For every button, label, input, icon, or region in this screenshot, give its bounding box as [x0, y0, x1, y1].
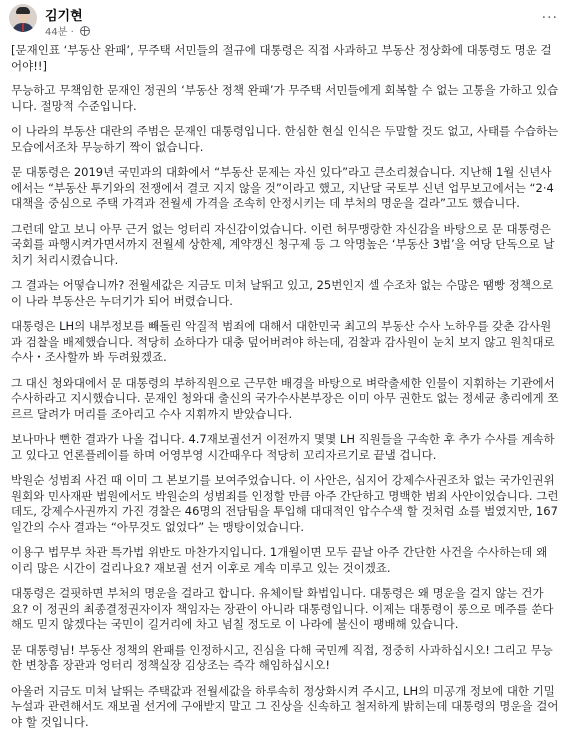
post-paragraph: 이용구 법무부 차관 특가법 위반도 마찬가지입니다. 1개월이면 모두 끝날 아주 간단한 사건을 수사하는데 왜 이리 많은 시간이 걸리나요? 재보궐 선거 이후로 계속 미루고 있는 것이겠죠.	[11, 545, 548, 575]
post-header	[0, 0, 572, 40]
more-options-icon[interactable]: ···	[541, 10, 558, 26]
post-paragraph: 그 결과는 어떻습니까? 전월세값은 지금도 미쳐 날뛰고 있고, 25번인지 셀 수조차 없는 수많은 땜빵 정책으로 이 나라 부동산은 누더기가 되어 버렸습니다.	[11, 278, 554, 308]
globe-icon[interactable]	[80, 26, 90, 36]
post-body	[0, 40, 572, 730]
post-paragraph: 그런데 알고 보니 아무 근거 없는 엉터리 자신감이었습니다. 이런 허무맹랑한 자신감을 바탕으로 문 대통령은 국회를 파행시켜가면서까지 전월세 상한제, 계약갱신 청구제 등 그 악명높은 ‘부동산 3법’을 여당 단독으로 날치기 처리시켰습니다.	[11, 221, 555, 267]
post-paragraph: 그 대신 청와대에서 문 대통령의 부하직원으로 근무한 배경을 바탕으로 벼락출세한 인물이 지휘하는 기관에서 수사하라고 지시했습니다. 문재인 청와대 출신의 국가수사본부장은 이미 아무 권한도 없는 정세균 총리에게 쪼르르 달려가 머리를 조아리고 수사 지휘까지 받았습니다.	[11, 375, 559, 421]
post-paragraph: 무능하고 무책임한 문재인 정권의 ‘부동산 정책 완패’가 무주택 서민들에게 회복할 수 없는 고통을 가하고 있습니다. 절망적 수준입니다.	[11, 83, 559, 113]
post-paragraph: 아울러 지금도 미쳐 날뛰는 주택값과 전월세값을 하루속히 정상화시켜 주시고, LH의 미공개 정보에 대한 기밀누설과 관련해서도 재보궐 선거에 구애받지 말고 그 진상을 신속하고 철저하게 밝히는데 대통령의 명운을 걸어야 할 것입니다.	[11, 683, 559, 729]
post-paragraph: 문 대통령님! 부동산 정책의 완패를 인정하시고, 진심을 다해 국민께 직접, 정중히 사과하십시오! 그리고 무능한 변창흠 장관과 엉터리 정책실장 김상조는 즉각 해임하십시오!	[11, 642, 553, 672]
post-paragraph: 대통령은 LH의 내부정보를 빼돌린 악질적 범죄에 대해서 대한민국 최고의 부동산 수사 노하우를 갖춘 감사원과 검찰을 배제했습니다. 적당히 쇼하다가 대충 덮어버려야 하는데, 검찰과 감사원이 눈치 보지 않고 원칙대로 수사・조사할까 봐 두려웠겠죠.	[11, 319, 555, 364]
post-time[interactable]: 44분 ·	[45, 23, 90, 38]
post-paragraph: 보나마나 뻔한 결과가 나올 겁니다. 4.7재보궐선거 이전까지 몇몇 LH 직원들을 구속한 후 추가 수사를 계속하고 있다고 언론플레이를 하며 어영부영 시간때우다 적당히 꼬리자르기로 끝낼 겁니다.	[11, 432, 555, 462]
post-paragraph: 박원순 성범죄 사건 때 이미 그 본보기를 보여주었습니다. 이 사안은, 심지어 강제수사권조차 없는 국가인권위원회와 민사재판 법원에서도 박원순의 성범죄를 인정할 만큼 아주 간단하고 명백한 범죄 사안이었습니다. 그런데도, 강제수사권까지 가진 경찰은 46명의 전담팀을 투입해 대대적인 압수수색 할 것처럼 쇼를 벌였지만, 167일간의 수사 결과는 “아무것도 없었다” 는 맹탕이었습니다.	[11, 473, 559, 534]
post-paragraph: 문 대통령은 2019년 국민과의 대화에서 “부동산 문제는 자신 있다”라고 큰소리쳤습니다. 지난해 1월 신년사에서는 “부동산 투기와의 전쟁에서 결코 지지 않을 것”이라고 했고, 지난달 국토부 신년 업무보고에서는 “2·4 대책을 중심으로 주택 가격과 전월세 가격을 조속히 안정시키는 데 부처의 명운을 걸라”고도 했습니다.	[11, 165, 554, 210]
post-time-label[interactable]: 44분	[45, 27, 68, 38]
post-paragraph: 이 나라의 부동산 대란의 주범은 문재인 대통령입니다. 한심한 현실 인식은 두말할 것도 없고, 사태를 수습하는 모습에서조차 무능하기 짝이 없습니다.	[11, 124, 559, 154]
post-paragraph: 대통령은 걸핏하면 부처의 명운을 걸라고 합니다. 유체이탈 화법입니다. 대통령은 왜 명운을 걸지 않는 건가요? 이 정권의 최종결정권자이자 책임자는 장관이 아니라 대통령입니다. 이제는 대통령이 롱으로 메주를 쑨다 해도 믿지 않겠다는 국민이 길거리에 차고 넘칠 정도로 이 나라에 불신이 팽배해 있습니다.	[11, 586, 554, 631]
author-name[interactable]: 김기현	[45, 9, 83, 24]
post-paragraph: [문재인표 ‘부동산 완패’, 무주택 서민들의 절규에 대통령은 직접 사과하고 부동산 정상화에 대통령도 명운 걸어야!!]	[11, 43, 552, 73]
author-avatar[interactable]	[9, 4, 37, 32]
